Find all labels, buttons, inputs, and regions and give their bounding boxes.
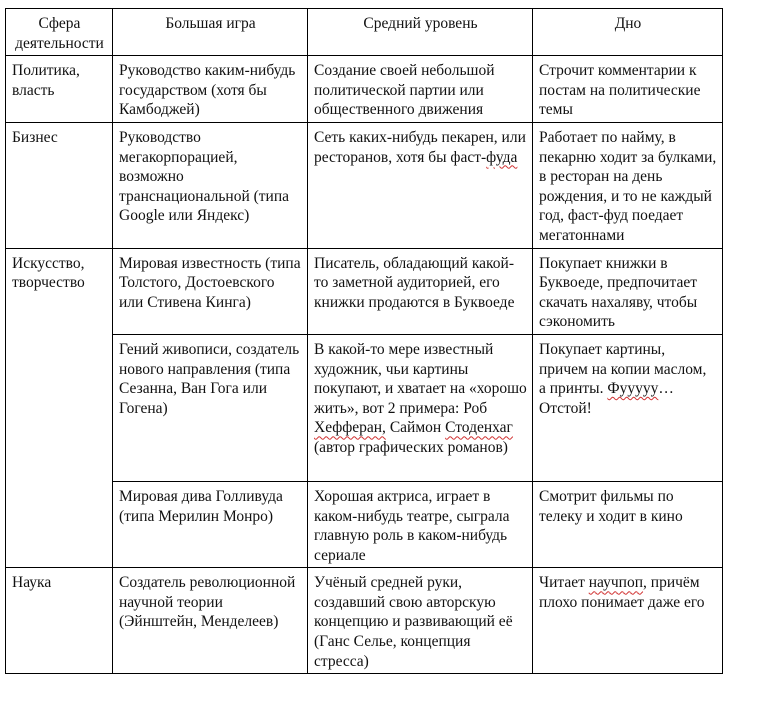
cell-middle-level: Хорошая актриса, играет в каком-нибудь театре, сыграла главную роль в каком-нибудь сериале	[308, 481, 533, 567]
cell-bottom: Покупает книжки в Буквоеде, предпочитает скачать нахаляву, чтобы сэкономить	[533, 248, 723, 334]
cell-bottom: Работает по найму, в пекарню ходит за булками, в ресторан на день рождения, и то не каждый год, фаст-фуд поедает мегатоннами	[533, 122, 723, 248]
header-sphere: Сфера деятельности	[6, 9, 113, 56]
table-row-art-cinema	[6, 481, 723, 567]
cell-middle-level: Создание своей небольшой политической партии или общественного движения	[308, 56, 533, 123]
cell-text: (автор графических романов)	[314, 438, 508, 456]
cell-big-game: Руководство мегакорпорацией, возможно транснациональной (типа Google или Яндекс)	[113, 122, 308, 248]
comparison-table	[5, 8, 723, 674]
cell-middle-level	[308, 122, 533, 248]
cell-bottom: Строчит комментарии к постам на политические темы	[533, 56, 723, 123]
table-row-science	[6, 568, 723, 674]
cell-bottom	[533, 568, 723, 674]
cell-big-game: Руководство каким-нибудь государством (хотя бы Камбоджей)	[113, 56, 308, 123]
cell-sphere: Бизнес	[6, 122, 113, 248]
spellcheck-flagged-word[interactable]: Хефферан,	[314, 419, 386, 437]
cell-bottom	[533, 334, 723, 481]
cell-middle-level	[308, 334, 533, 481]
cell-text: Покупает картины, причем на копии маслом, а принты.	[539, 340, 707, 398]
cell-middle-level: Учёный средней руки, создавший свою авторскую концепцию и развивающий её (Ганс Селье, концепция стресса)	[308, 568, 533, 674]
cell-sphere: Политика, власть	[6, 56, 113, 123]
table-row-art	[6, 248, 723, 334]
cell-text: Саймон	[385, 419, 446, 437]
cell-bottom: Смотрит фильмы по телеку и ходит в кино	[533, 481, 723, 567]
cell-text: Сеть каких-нибудь пекарен, или ресторанов, хотя бы фаст-	[314, 128, 526, 166]
cell-big-game: Гений живописи, создатель нового направления (типа Сезанна, Ван Гога или Гогена)	[113, 334, 308, 481]
cell-sphere: Искусство, творчество	[6, 248, 113, 568]
cell-big-game: Мировая известность (типа Толстого, Достоевского или Стивена Кинга)	[113, 248, 308, 334]
cell-text: Читает	[539, 574, 589, 592]
cell-text: , причём плохо понимает даже его	[539, 574, 705, 611]
cell-big-game: Мировая дива Голливуда (типа Мерилин Монро)	[113, 481, 308, 567]
cell-middle-level: Писатель, обладающий какой-то заметной аудиторией, его книжки продаются в Буквоеде	[308, 248, 533, 334]
table-row-art-painting	[6, 334, 723, 481]
cell-text: В какой-то мере известный художник, чьи картины покупают, и хватает на «хорошо жить», вот 2 примера: Роб	[314, 340, 527, 417]
spellcheck-flagged-word[interactable]: Фууууу	[607, 380, 659, 398]
header-big-game: Большая игра	[113, 9, 308, 56]
header-middle-level: Средний уровень	[308, 9, 533, 56]
table-header-row	[6, 9, 723, 56]
table-row-politics	[6, 56, 723, 123]
cell-big-game: Создатель революционной научной теории (Эйнштейн, Менделеев)	[113, 568, 308, 674]
header-bottom: Дно	[533, 9, 723, 56]
table-row-business	[6, 122, 723, 248]
spellcheck-flagged-word[interactable]: фуда	[486, 148, 518, 166]
cell-text: … Отстой!	[539, 380, 674, 417]
cell-sphere: Наука	[6, 568, 113, 674]
spellcheck-flagged-word[interactable]: научпоп	[588, 574, 644, 592]
spellcheck-flagged-word[interactable]: Стоденхаг	[445, 419, 513, 437]
